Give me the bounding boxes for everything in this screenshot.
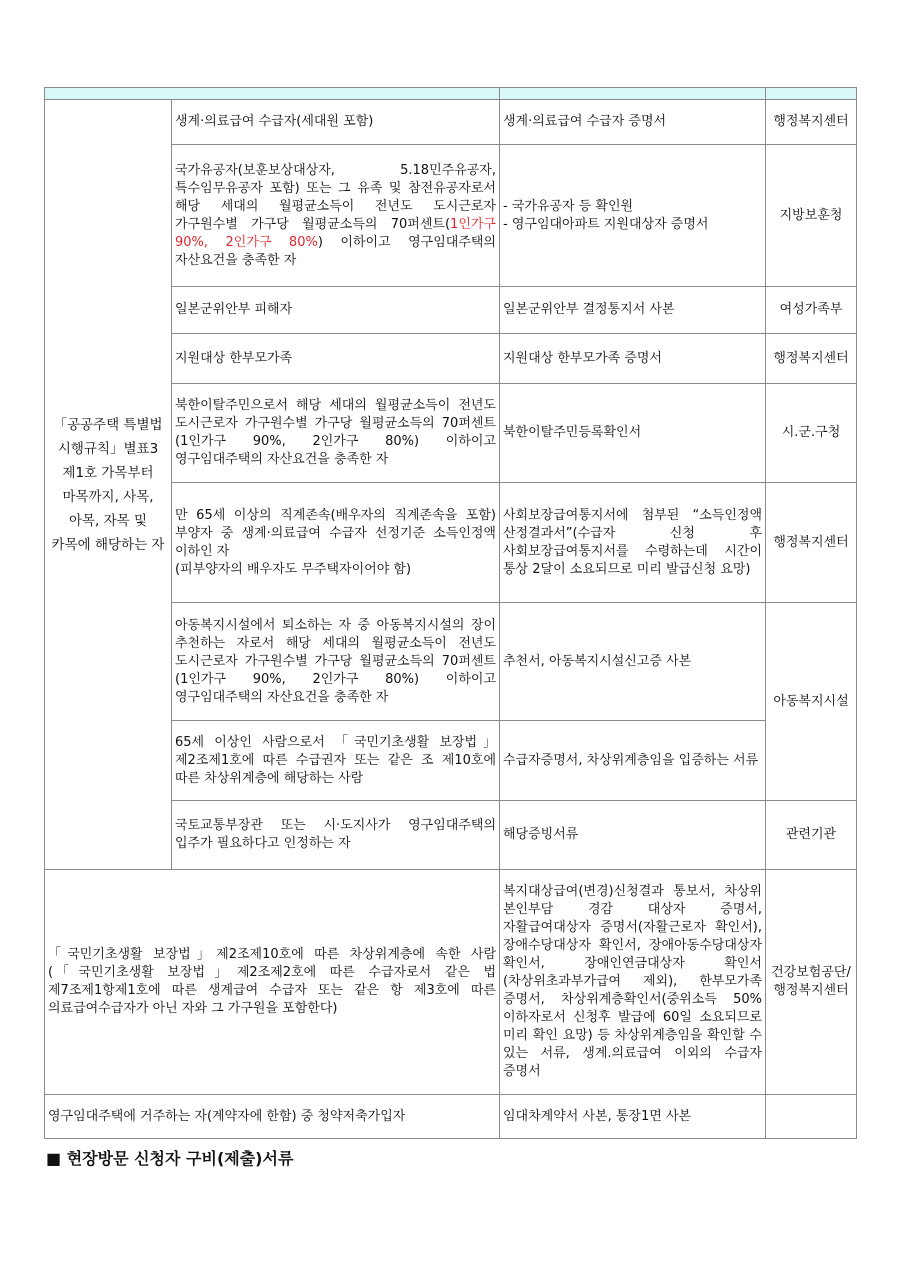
table-row (45, 100, 857, 145)
document-item: - 영구임대아파트 지원대상자 증명서 (503, 216, 709, 232)
agency-cell: 아동복지시설 (766, 603, 857, 801)
documents-cell: 임대차계약서 사본, 통장1면 사본 (500, 1095, 766, 1139)
agency-cell: 행정복지센터 (766, 483, 857, 603)
table-header-row (45, 88, 857, 100)
target-cell (172, 145, 500, 287)
documents-cell: 생계·의료급여 수급자 증명서 (500, 100, 766, 145)
target-text: 국가유공자(보훈보상대상자, 5.18민주유공자, 특수임무유공자 포함) 또는 그 유족 및 참전유공자로서 해당 세대의 월평균소득이 전년도 도시근로자 가구원수별 가구당 월평균소득의 70퍼센트( (175, 162, 496, 232)
agency-cell: 행정복지센터 (766, 334, 857, 384)
target-cell: 65세 이상인 사람으로서 「국민기초생활 보장법」제2조제1호에 따른 수급권자 또는 같은 조 제10호에 따른 차상위계층에 해당하는 사람 (172, 721, 500, 801)
target-cell: 아동복지시설에서 퇴소하는 자 중 아동복지시설의 장이 추천하는 자로서 해당 세대의 월평균소득이 전년도 도시근로자 가구원수별 가구당 월평균소득의 70퍼센트(1인가구 90%, 2인가구 80%) 이하이고 영구임대주택의 자산요건을 충족한 자 (172, 603, 500, 721)
target-text: 만 65세 이상의 직계존속(배우자의 직계존속을 포함) 부양자 중 생계·의료급여 수급자 선정기준 소득인정액 이하인 자 (175, 507, 496, 559)
target-cell: 일본군위안부 피해자 (172, 287, 500, 334)
documents-cell: 수급자증명서, 차상위계층임을 입증하는 서류 (500, 721, 766, 801)
documents-cell: 복지대상급여(변경)신청결과 통보서, 차상위 본인부담 경감 대상자 증명서, 자활급여대상자 증명서(자활근로자 확인서), 장애수당대상자 확인서, 장애아동수당대상자 확인서, 장애인연금대상자 확인서(차상위초과부가급여 제외), 한부모가족 증명서, 차상위계층확인서(중위소득 50%이하자로서 신청후 발급에 60일 소요되므로 미리 확인 요망) 등 차상위계층임을 확인할 수 있는 서류, 생계.의료급여 이외의 수급자 증명서 (500, 870, 766, 1095)
target-note: (피부양자의 배우자도 무주택자이어야 함) (175, 561, 412, 577)
header-cell (766, 88, 857, 100)
agency-cell: 시.군.구청 (766, 384, 857, 483)
header-cell (500, 88, 766, 100)
document-item: - 국가유공자 등 확인원 (503, 198, 634, 214)
header-cell (45, 88, 500, 100)
documents-cell: 사회보장급여통지서에 첨부된 “소득인정액 산정결과서”(수급자 신청 후 사회보장급여통지서를 수령하는데 시간이 통상 2달이 소요되므로 미리 발급신청 요망) (500, 483, 766, 603)
table-row (45, 870, 857, 1095)
section-heading-text: 현장방문 신청자 구비(제출)서류 (66, 1149, 294, 1168)
documents-cell: 북한이탈주민등록확인서 (500, 384, 766, 483)
target-cell: 국토교통부장관 또는 시·도지사가 영구임대주택의 입주가 필요하다고 인정하는 자 (172, 801, 500, 870)
target-cell: 북한이탈주민으로서 해당 세대의 월평균소득이 전년도 도시근로자 가구원수별 가구당 월평균소득의 70퍼센트(1인가구 90%, 2인가구 80%) 이하이고 영구임대주택의 자산요건을 충족한 자 (172, 384, 500, 483)
eligibility-documents-table (44, 87, 857, 1139)
bullet-square-icon: ■ (46, 1149, 62, 1168)
table-row (45, 1095, 857, 1139)
agency-cell (766, 1095, 857, 1139)
target-text: ) 이하이고 영구임대주택의 자산요건을 충족한 자 (175, 234, 496, 268)
agency-cell (766, 870, 857, 1095)
agency-cell: 행정복지센터 (766, 100, 857, 145)
documents-cell: 해당증빙서류 (500, 801, 766, 870)
target-cell: 지원대상 한부모가족 (172, 334, 500, 384)
target-cell: 「국민기초생활 보장법」제2조제10호에 따른 차상위계층에 속한 사람(「국민기초생활 보장법」제2조제2호에 따른 수급자로서 같은 법 제7조제1항제1호에 따른 생계급여 수급자 또는 같은 항 제3호에 따른 의료급여수급자가 아닌 자와 그 가구원을 포함한다) (45, 870, 500, 1095)
section-heading (46, 1146, 293, 1169)
target-cell: 생계·의료급여 수급자(세대원 포함) (172, 100, 500, 145)
highlighted-text: 1인가구 90%, 2인가구 80% (175, 216, 496, 250)
agency-line: 건강보험공단/ (771, 965, 851, 980)
documents-cell (500, 145, 766, 287)
agency-cell: 여성가족부 (766, 287, 857, 334)
agency-cell: 지방보훈청 (766, 145, 857, 287)
documents-cell: 추천서, 아동복지시설신고증 사본 (500, 603, 766, 721)
target-cell (172, 483, 500, 603)
target-cell: 영구임대주택에 거주하는 자(계약자에 한함) 중 청약저축가입자 (45, 1095, 500, 1139)
agency-cell: 관련기관 (766, 801, 857, 870)
agency-line: 행정복지센터 (773, 983, 849, 998)
documents-cell: 지원대상 한부모가족 증명서 (500, 334, 766, 384)
group-label-cell: 「공공주택 특별법 시행규칙」별표3 제1호 가목부터 마목까지, 사목, 아목, 자목 및 카목에 해당하는 자 (45, 100, 172, 870)
documents-cell: 일본군위안부 결정통지서 사본 (500, 287, 766, 334)
